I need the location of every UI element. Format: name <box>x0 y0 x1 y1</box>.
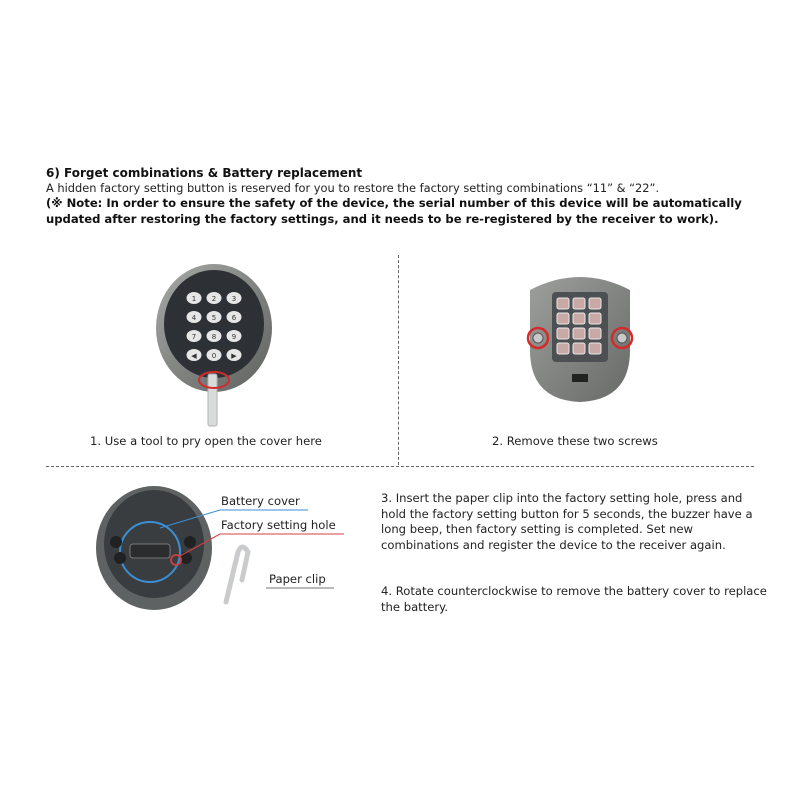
paper-clip-label: Paper clip <box>269 572 326 586</box>
pry-tool <box>208 374 217 426</box>
intro-text: A hidden factory setting button is reserved for you to restore the factory setting combinations “11” & “22”. <box>46 181 660 195</box>
battery-cover-label: Battery cover <box>221 494 300 508</box>
battery-slot <box>572 374 588 382</box>
keypad-key-label: 6 <box>231 314 237 322</box>
step3-text: 3. Insert the paper clip into the factory setting hole, press and hold the factory setting button for 5 seconds, the buzzer have a long beep, then factory setting is completed. Set new combinations and register the device to the receiver again. <box>381 491 753 552</box>
keypad-key-label: 5 <box>211 314 217 322</box>
inner-key <box>557 313 569 324</box>
keypad-key-label: 9 <box>231 333 237 341</box>
mount-hole-icon <box>184 536 196 548</box>
screw-icon <box>533 333 543 343</box>
keypad-front-figure <box>150 262 280 432</box>
keypad-key-label: ◀ <box>191 352 197 360</box>
inner-key <box>573 343 585 354</box>
inner-key <box>573 298 585 309</box>
keypad-key-label: 8 <box>211 333 217 341</box>
inner-key <box>557 328 569 339</box>
inner-key <box>557 298 569 309</box>
keypad-key-label: 3 <box>231 295 237 303</box>
screw-icon <box>617 333 627 343</box>
keypad-key-label: 4 <box>191 314 197 322</box>
keypad-key-label: 0 <box>211 352 217 360</box>
paper-clip-icon <box>226 547 248 602</box>
keypad-face <box>164 270 264 378</box>
battery-cover-slot <box>130 544 170 558</box>
safety-note: (※ Note: In order to ensure the safety of the device, the serial number of this device will be automatically updated after restoring the factory settings, and it needs to be re-registered by the receiver to work). <box>46 196 742 226</box>
horizontal-divider <box>46 466 754 467</box>
inner-key <box>589 343 601 354</box>
factory-hole-label: Factory setting hole <box>221 518 336 532</box>
keypad-key-label: 2 <box>211 295 217 303</box>
step4-text: 4. Rotate counterclockwise to remove the battery cover to replace the battery. <box>381 584 767 614</box>
keypad-key-label: 7 <box>191 333 197 341</box>
mount-hole-icon <box>110 536 122 548</box>
vertical-divider <box>398 255 399 465</box>
keypad-open-figure <box>518 270 642 406</box>
mount-hole-icon <box>180 552 192 564</box>
inner-key <box>573 313 585 324</box>
step2-caption: 2. Remove these two screws <box>492 434 658 448</box>
keypad-key-label: ▶ <box>231 352 237 360</box>
step1-caption: 1. Use a tool to pry open the cover here <box>90 434 322 448</box>
inner-key <box>557 343 569 354</box>
section-title: 6) Forget combinations & Battery replacement <box>46 166 363 180</box>
inner-key <box>589 313 601 324</box>
inner-key <box>589 298 601 309</box>
instruction-header <box>46 166 766 227</box>
inner-key <box>589 328 601 339</box>
keypad-key-label: 1 <box>191 295 197 303</box>
inner-key <box>573 328 585 339</box>
mount-hole-icon <box>114 552 126 564</box>
